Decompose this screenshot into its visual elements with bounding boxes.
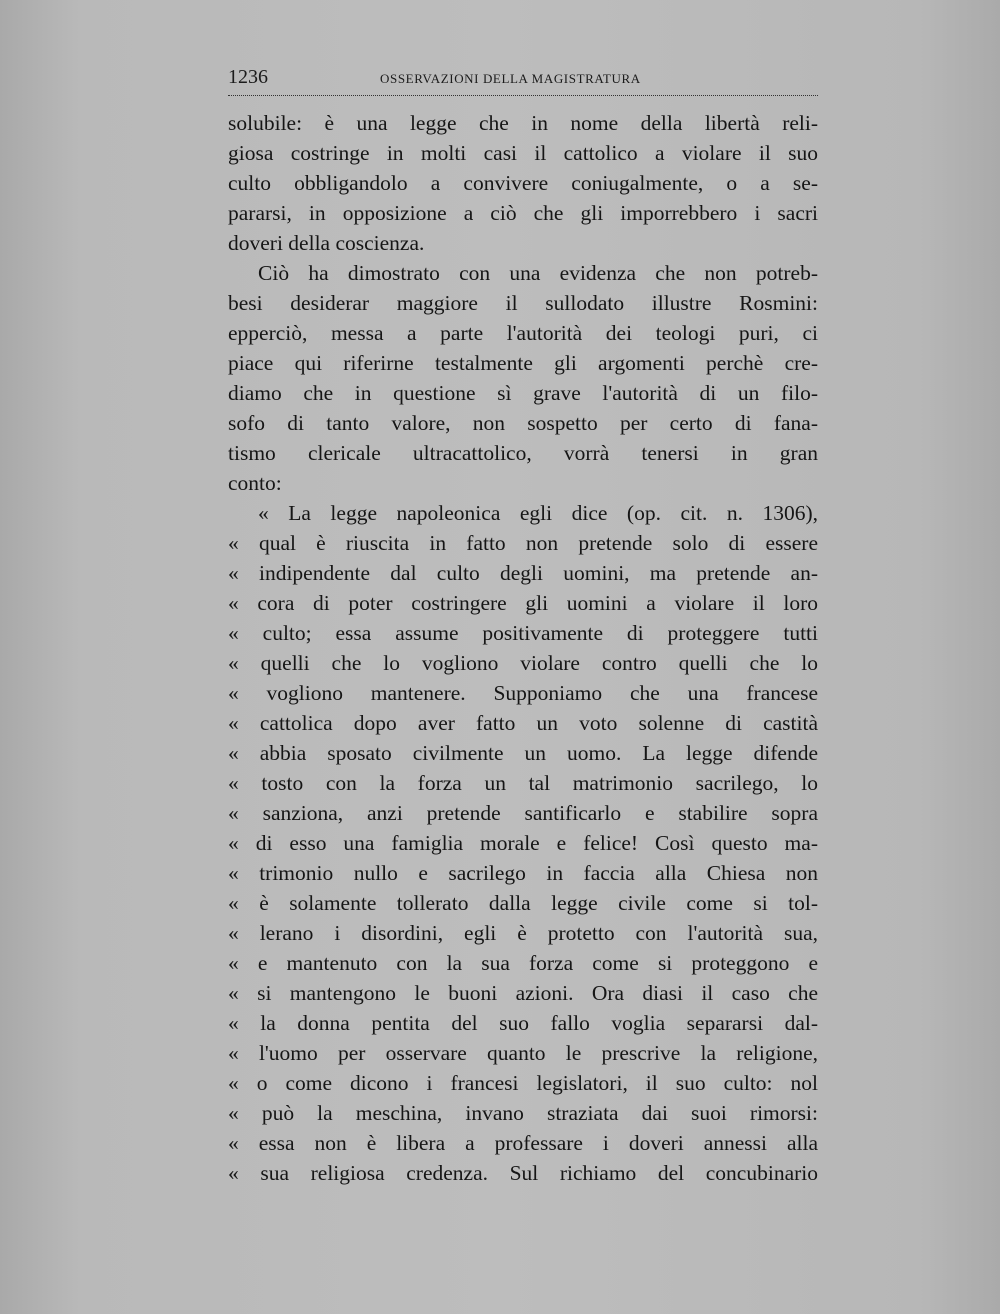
text-line: « vogliono mantenere. Supponiamo che una francese [228,681,818,705]
text-line: « l'uomo per osservare quanto le prescrive la religione, [228,1041,818,1065]
text-line: « è solamente tollerato dalla legge civile come si tol- [228,891,818,915]
text-line: « lerano i disordini, egli è protetto con l'autorità sua, [228,921,818,945]
body-text [228,108,818,1188]
header-rule [228,95,818,96]
page-number: 1236 [228,66,268,88]
text-line: « la donna pentita del suo fallo voglia separarsi dal- [228,1011,818,1035]
text-line: « indipendente dal culto degli uomini, ma pretende an- [228,561,818,585]
text-line: piace qui riferirne testalmente gli argomenti perchè cre- [228,351,818,375]
text-line: « La legge napoleonica egli dice (op. cit. n. 1306), [258,501,818,525]
text-line: « cattolica dopo aver fatto un voto solenne di castità [228,711,818,735]
page-header [228,66,818,90]
text-line: « o come dicono i francesi legislatori, il suo culto: nol [228,1071,818,1095]
text-line: diamo che in questione sì grave l'autorità di un filo- [228,381,818,405]
text-line: doveri della coscienza. [228,231,425,255]
text-line: « cora di poter costringere gli uomini a violare il loro [228,591,818,615]
text-line: « di esso una famiglia morale e felice! Così questo ma- [228,831,818,855]
text-line: pararsi, in opposizione a ciò che gli imporrebbero i sacri [228,201,818,225]
text-line: « e mantenuto con la sua forza come si proteggono e [228,951,818,975]
text-line: « qual è riuscita in fatto non pretende solo di essere [228,531,818,555]
text-line: « sua religiosa credenza. Sul richiamo del concubinario [228,1161,818,1185]
running-title: OSSERVAZIONI DELLA MAGISTRATURA [380,71,641,86]
text-line: « tosto con la forza un tal matrimonio sacrilego, lo [228,771,818,795]
text-line: epperciò, messa a parte l'autorità dei teologi puri, ci [228,321,818,345]
text-line: conto: [228,471,282,495]
text-line: « può la meschina, invano straziata dai suoi rimorsi: [228,1101,818,1125]
text-line: solubile: è una legge che in nome della libertà reli- [228,111,818,135]
text-line: « sanziona, anzi pretende santificarlo e stabilire sopra [228,801,818,825]
text-line: giosa costringe in molti casi il cattolico a violare il suo [228,141,818,165]
text-line: besi desiderar maggiore il sullodato illustre Rosmini: [228,291,818,315]
text-line: « abbia sposato civilmente un uomo. La legge difende [228,741,818,765]
text-line: « essa non è libera a professare i doveri annessi alla [228,1131,818,1155]
text-line: culto obbligandolo a convivere coniugalmente, o a se- [228,171,818,195]
text-line: « culto; essa assume positivamente di proteggere tutti [228,621,818,645]
text-line: « quelli che lo vogliono violare contro quelli che lo [228,651,818,675]
text-line: sofo di tanto valore, non sospetto per certo di fana- [228,411,818,435]
text-line: tismo clericale ultracattolico, vorrà tenersi in gran [228,441,818,465]
text-line: « si mantengono le buoni azioni. Ora diasi il caso che [228,981,818,1005]
text-line: « trimonio nullo e sacrilego in faccia alla Chiesa non [228,861,818,885]
text-line: Ciò ha dimostrato con una evidenza che non potreb- [258,261,818,285]
